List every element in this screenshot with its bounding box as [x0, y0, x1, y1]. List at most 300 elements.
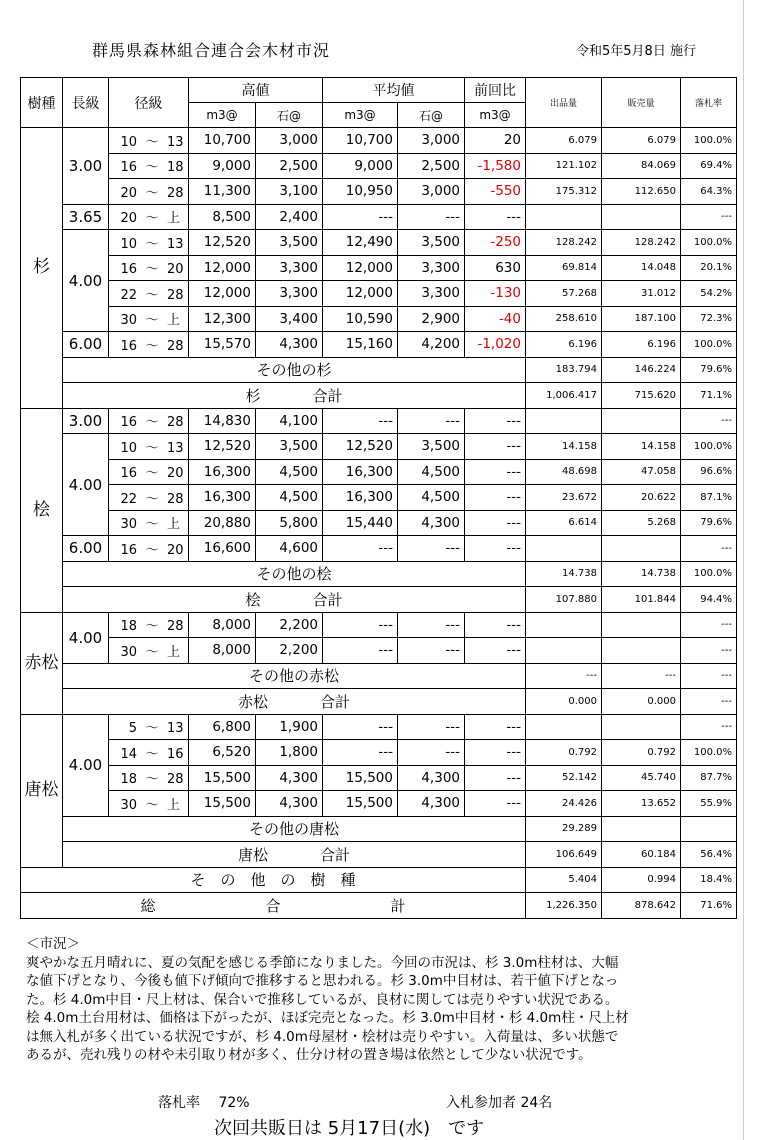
- avg-koku-cell: 4,500: [398, 485, 465, 511]
- avg-m3-cell: ---: [323, 638, 398, 664]
- other-label: その他の桧: [63, 561, 526, 587]
- output-cell: 175.312: [526, 179, 602, 205]
- prev-diff-cell: ---: [465, 536, 526, 562]
- prev-diff-cell: ---: [465, 612, 526, 638]
- diameter-cell: [109, 306, 189, 332]
- rate-cell: 96.6%: [681, 459, 737, 485]
- diameter-to: 20: [167, 542, 184, 558]
- prev-diff-cell: ---: [465, 434, 526, 460]
- sales-cell: 878.642: [602, 893, 681, 919]
- output-cell: 1,226.350: [526, 893, 602, 919]
- table-row: [21, 332, 737, 358]
- diameter-tilde: ～: [145, 338, 159, 354]
- issue-date: 令和5年5月8日 施行: [576, 44, 696, 59]
- other-row: [21, 816, 737, 842]
- sales-cell: 47.058: [602, 459, 681, 485]
- diameter-cell: [109, 153, 189, 179]
- length-cell: 4.00: [63, 612, 109, 663]
- output-cell: 121.102: [526, 153, 602, 179]
- table-row: [21, 306, 737, 332]
- high-koku-cell: 4,600: [256, 536, 323, 562]
- length-cell: 4.00: [63, 714, 109, 816]
- bid-rate: 落札率 72%: [158, 1095, 250, 1111]
- rate-cell: ---: [681, 536, 737, 562]
- sales-cell: 84.069: [602, 153, 681, 179]
- high-koku-cell: 2,200: [256, 638, 323, 664]
- high-m3-cell: 12,520: [189, 230, 256, 256]
- subtotal-word: 合計: [312, 386, 343, 405]
- output-cell: 57.268: [526, 281, 602, 307]
- diameter-cell: [109, 765, 189, 791]
- rate-cell: 18.4%: [681, 867, 737, 893]
- commentary-line: 桧 4.0m土台用材は、価格は下がったが、ほぼ完売となった。杉 3.0m中目材・杉 4.0m柱・尺上材: [26, 1010, 629, 1026]
- grand-total-word: 総: [140, 896, 156, 915]
- rate-cell: ---: [681, 663, 737, 689]
- diameter-from: 30: [120, 797, 137, 813]
- rate-cell: 55.9%: [681, 791, 737, 817]
- prev-diff-cell: ---: [465, 459, 526, 485]
- avg-koku-cell: ---: [398, 204, 465, 230]
- sales-cell: 5.268: [602, 510, 681, 536]
- sales-cell: 31.012: [602, 281, 681, 307]
- rate-cell: 94.4%: [681, 587, 737, 613]
- avg-m3-cell: 10,700: [323, 128, 398, 154]
- rate-cell: ---: [681, 612, 737, 638]
- market-commentary: [26, 935, 746, 1065]
- grand-total-word: 合: [265, 896, 281, 915]
- page-title: 群馬県森林組合連合会木材市況: [92, 41, 331, 60]
- output-cell: 69.814: [526, 255, 602, 281]
- output-cell: 29.289: [526, 816, 602, 842]
- diameter-cell: [109, 332, 189, 358]
- output-cell: 128.242: [526, 230, 602, 256]
- high-m3-cell: 6,520: [189, 740, 256, 766]
- table-row: [21, 612, 737, 638]
- species-cell: 桧: [21, 408, 63, 612]
- output-cell: [526, 408, 602, 434]
- prev-diff-cell: 20: [465, 128, 526, 154]
- high-koku-cell: 4,100: [256, 408, 323, 434]
- length-cell: 6.00: [63, 332, 109, 358]
- high-m3-cell: 16,600: [189, 536, 256, 562]
- sales-cell: 20.622: [602, 485, 681, 511]
- diameter-tilde: ～: [145, 746, 159, 762]
- avg-m3-cell: 15,160: [323, 332, 398, 358]
- table-row: [21, 408, 737, 434]
- table-row: [21, 714, 737, 740]
- avg-koku-cell: 3,000: [398, 179, 465, 205]
- avg-m3-cell: 15,500: [323, 765, 398, 791]
- participants: 入札参加者 24名: [446, 1095, 553, 1111]
- diameter-cell: [109, 230, 189, 256]
- table-row: [21, 204, 737, 230]
- other-species-row: [21, 867, 737, 893]
- table-row: [21, 765, 737, 791]
- other-label: その他の杉: [63, 357, 526, 383]
- diameter-tilde: ～: [145, 466, 159, 482]
- diameter-cell: [109, 638, 189, 664]
- diameter-from: 16: [120, 160, 137, 176]
- diameter-to: 28: [167, 415, 184, 431]
- length-cell: 3.65: [63, 204, 109, 230]
- avg-koku-cell: 4,300: [398, 791, 465, 817]
- table-row: [21, 128, 737, 154]
- diameter-tilde: ～: [145, 491, 159, 507]
- table-row: [21, 638, 737, 664]
- sales-cell: 0.000: [602, 689, 681, 715]
- subtotal-label: [63, 689, 526, 715]
- avg-koku-cell: 3,300: [398, 281, 465, 307]
- avg-koku-cell: 2,500: [398, 153, 465, 179]
- high-m3-cell: 12,000: [189, 281, 256, 307]
- diameter-cell: [109, 485, 189, 511]
- prev-diff-cell: -130: [465, 281, 526, 307]
- diameter-to: 28: [167, 338, 184, 354]
- diameter-to: 上: [167, 211, 181, 227]
- unit-high-koku: 石@: [256, 103, 323, 128]
- avg-m3-cell: 12,520: [323, 434, 398, 460]
- diameter-tilde: ～: [145, 440, 159, 456]
- diameter-to: 20: [167, 466, 184, 482]
- species-cell: 赤松: [21, 612, 63, 714]
- diameter-tilde: ～: [145, 262, 159, 278]
- rate-cell: 100.0%: [681, 332, 737, 358]
- diameter-cell: [109, 510, 189, 536]
- length-cell: 3.00: [63, 128, 109, 205]
- diameter-cell: [109, 536, 189, 562]
- output-cell: 6.079: [526, 128, 602, 154]
- rate-cell: 69.4%: [681, 153, 737, 179]
- col-average: 平均値: [323, 78, 465, 103]
- length-cell: 6.00: [63, 536, 109, 562]
- avg-m3-cell: ---: [323, 408, 398, 434]
- diameter-from: 14: [120, 746, 137, 762]
- diameter-from: 30: [120, 313, 137, 329]
- diameter-tilde: ～: [145, 287, 159, 303]
- diameter-cell: [109, 791, 189, 817]
- diameter-tilde: ～: [145, 797, 159, 813]
- diameter-from: 18: [120, 772, 137, 788]
- diameter-to: 16: [167, 746, 184, 762]
- high-koku-cell: 5,800: [256, 510, 323, 536]
- commentary-heading: ＜市況＞: [26, 936, 80, 952]
- avg-koku-cell: ---: [398, 536, 465, 562]
- diameter-tilde: ～: [145, 160, 159, 176]
- table-row: [21, 281, 737, 307]
- commentary-line: た。杉 4.0m中目・尺上材は、保合いで推移しているが、良材に関しては売りやすい状況である。: [26, 991, 619, 1008]
- sales-cell: 14.048: [602, 255, 681, 281]
- diameter-from: 16: [120, 542, 137, 558]
- output-cell: 24.426: [526, 791, 602, 817]
- length-cell: 3.00: [63, 408, 109, 434]
- col-output: 出品量: [526, 78, 602, 128]
- avg-m3-cell: ---: [323, 740, 398, 766]
- high-m3-cell: 8,500: [189, 204, 256, 230]
- length-cell: 4.00: [63, 230, 109, 332]
- rate-cell: 100.0%: [681, 561, 737, 587]
- output-cell: 5.404: [526, 867, 602, 893]
- avg-m3-cell: ---: [323, 536, 398, 562]
- diameter-from: 10: [120, 236, 137, 252]
- high-koku-cell: 2,400: [256, 204, 323, 230]
- other-row: [21, 561, 737, 587]
- other-row: [21, 357, 737, 383]
- diameter-cell: [109, 434, 189, 460]
- high-koku-cell: 1,800: [256, 740, 323, 766]
- avg-m3-cell: 12,000: [323, 255, 398, 281]
- sales-cell: [602, 204, 681, 230]
- diameter-to: 20: [167, 262, 184, 278]
- diameter-from: 5: [128, 721, 137, 737]
- species-cell: 唐松: [21, 714, 63, 867]
- col-diameter: 径級: [109, 78, 189, 128]
- diameter-to: 上: [167, 644, 181, 660]
- commentary-line: 爽やかな五月晴れに、夏の気配を感じる季節になりました。今回の市況は、杉 3.0m柱材は、大幅: [26, 954, 619, 971]
- avg-koku-cell: 3,500: [398, 434, 465, 460]
- output-cell: 23.672: [526, 485, 602, 511]
- species-cell: 杉: [21, 128, 63, 409]
- table-row: [21, 153, 737, 179]
- diameter-tilde: ～: [145, 644, 159, 660]
- commentary-line: あるが、売れ残りの材や未引取り材が多く、仕分け材の置き場は依然として少ない状況です。: [26, 1047, 592, 1063]
- output-cell: [526, 714, 602, 740]
- table-row: [21, 536, 737, 562]
- avg-koku-cell: 3,500: [398, 230, 465, 256]
- diameter-to: 28: [167, 619, 184, 635]
- diameter-from: 30: [120, 644, 137, 660]
- prev-diff-cell: ---: [465, 740, 526, 766]
- output-cell: 107.880: [526, 587, 602, 613]
- output-cell: [526, 612, 602, 638]
- prev-diff-cell: -550: [465, 179, 526, 205]
- high-m3-cell: 15,570: [189, 332, 256, 358]
- sales-cell: 13.652: [602, 791, 681, 817]
- rate-cell: 100.0%: [681, 434, 737, 460]
- diameter-from: 16: [120, 338, 137, 354]
- avg-koku-cell: ---: [398, 408, 465, 434]
- rate-cell: [681, 816, 737, 842]
- diameter-to: 13: [167, 721, 184, 737]
- table-row: [21, 179, 737, 205]
- prev-diff-cell: 630: [465, 255, 526, 281]
- diameter-to: 上: [167, 797, 181, 813]
- avg-koku-cell: ---: [398, 714, 465, 740]
- sales-cell: 45.740: [602, 765, 681, 791]
- diameter-from: 16: [120, 466, 137, 482]
- output-cell: 258.610: [526, 306, 602, 332]
- col-length: 長級: [63, 78, 109, 128]
- diameter-tilde: ～: [145, 721, 159, 737]
- sales-cell: 715.620: [602, 383, 681, 409]
- rate-cell: 54.2%: [681, 281, 737, 307]
- avg-koku-cell: 3,300: [398, 255, 465, 281]
- subtotal-word: 合計: [320, 845, 351, 864]
- table-row: [21, 485, 737, 511]
- output-cell: 106.649: [526, 842, 602, 868]
- sales-cell: 187.100: [602, 306, 681, 332]
- diameter-to: 13: [167, 440, 184, 456]
- avg-m3-cell: ---: [323, 714, 398, 740]
- high-koku-cell: 3,400: [256, 306, 323, 332]
- table-row: [21, 255, 737, 281]
- prev-diff-cell: ---: [465, 510, 526, 536]
- avg-koku-cell: 4,300: [398, 510, 465, 536]
- high-m3-cell: 14,830: [189, 408, 256, 434]
- diameter-from: 20: [120, 211, 137, 227]
- output-cell: 1,006.417: [526, 383, 602, 409]
- sales-cell: 14.158: [602, 434, 681, 460]
- diameter-from: 20: [120, 185, 137, 201]
- diameter-tilde: ～: [145, 185, 159, 201]
- avg-koku-cell: ---: [398, 612, 465, 638]
- subtotal-row: [21, 842, 737, 868]
- table-row: [21, 230, 737, 256]
- prev-diff-cell: ---: [465, 204, 526, 230]
- sales-cell: [602, 612, 681, 638]
- high-koku-cell: 4,500: [256, 459, 323, 485]
- diameter-cell: [109, 612, 189, 638]
- output-cell: ---: [526, 663, 602, 689]
- output-cell: 14.738: [526, 561, 602, 587]
- prev-diff-cell: ---: [465, 485, 526, 511]
- high-m3-cell: 9,000: [189, 153, 256, 179]
- diameter-tilde: ～: [145, 619, 159, 635]
- diameter-cell: [109, 179, 189, 205]
- output-cell: [526, 536, 602, 562]
- rate-cell: 100.0%: [681, 230, 737, 256]
- grand-total-word: 計: [390, 896, 406, 915]
- sales-cell: 6.079: [602, 128, 681, 154]
- commentary-line: な値下げとなり、今後も値下げ傾向で推移すると思われる。杉 3.0m中目材は、若干値下げとなっ: [26, 973, 619, 989]
- output-cell: 0.792: [526, 740, 602, 766]
- high-koku-cell: 3,100: [256, 179, 323, 205]
- subtotal-label: [63, 383, 526, 409]
- subtotal-word: 合計: [320, 692, 351, 711]
- table-row: [21, 459, 737, 485]
- table-row: [21, 510, 737, 536]
- diameter-tilde: ～: [145, 134, 159, 150]
- rate-cell: 100.0%: [681, 128, 737, 154]
- high-koku-cell: 3,000: [256, 128, 323, 154]
- diameter-cell: [109, 281, 189, 307]
- high-m3-cell: 12,300: [189, 306, 256, 332]
- rate-cell: ---: [681, 204, 737, 230]
- subtotal-row: [21, 383, 737, 409]
- subtotal-label: [63, 842, 526, 868]
- sales-cell: 14.738: [602, 561, 681, 587]
- output-cell: 0.000: [526, 689, 602, 715]
- sales-cell: 6.196: [602, 332, 681, 358]
- diameter-tilde: ～: [145, 542, 159, 558]
- diameter-from: 16: [120, 415, 137, 431]
- avg-koku-cell: 2,900: [398, 306, 465, 332]
- col-species: 樹種: [21, 78, 63, 128]
- subtotal-row: [21, 587, 737, 613]
- unit-high-m3: m3@: [189, 103, 256, 128]
- diameter-to: 上: [167, 517, 181, 533]
- prev-diff-cell: ---: [465, 765, 526, 791]
- table-row: [21, 740, 737, 766]
- high-m3-cell: 8,000: [189, 638, 256, 664]
- prev-diff-cell: -1,580: [465, 153, 526, 179]
- high-m3-cell: 6,800: [189, 714, 256, 740]
- high-koku-cell: 4,300: [256, 332, 323, 358]
- diameter-cell: [109, 459, 189, 485]
- high-m3-cell: 11,300: [189, 179, 256, 205]
- diameter-from: 30: [120, 517, 137, 533]
- high-m3-cell: 15,500: [189, 765, 256, 791]
- subtotal-species: 唐松: [237, 845, 268, 864]
- output-cell: 14.158: [526, 434, 602, 460]
- prev-diff-cell: ---: [465, 638, 526, 664]
- high-m3-cell: 15,500: [189, 791, 256, 817]
- diameter-from: 22: [120, 287, 137, 303]
- diameter-to: 28: [167, 185, 184, 201]
- market-price-table: [20, 77, 737, 919]
- prev-diff-cell: ---: [465, 408, 526, 434]
- next-sale-date: 次回共販日は 5月17日(水) です: [214, 1118, 485, 1139]
- diameter-cell: [109, 204, 189, 230]
- sales-cell: [602, 536, 681, 562]
- diameter-from: 22: [120, 491, 137, 507]
- subtotal-label: [63, 587, 526, 613]
- prev-diff-cell: -1,020: [465, 332, 526, 358]
- diameter-cell: [109, 714, 189, 740]
- output-cell: [526, 204, 602, 230]
- high-koku-cell: 3,300: [256, 255, 323, 281]
- rate-cell: 87.7%: [681, 765, 737, 791]
- avg-koku-cell: 4,300: [398, 765, 465, 791]
- high-m3-cell: 20,880: [189, 510, 256, 536]
- high-m3-cell: 12,520: [189, 434, 256, 460]
- rate-cell: ---: [681, 408, 737, 434]
- subtotal-species: 杉: [245, 386, 261, 405]
- commentary-line: は無入札が多く出ている状況ですが、杉 4.0m母屋材・桧材は売りやすい。入荷量は、多い状態で: [26, 1028, 619, 1045]
- diameter-to: 28: [167, 287, 184, 303]
- subtotal-word: 合計: [312, 590, 343, 609]
- high-koku-cell: 4,500: [256, 485, 323, 511]
- sales-cell: 0.792: [602, 740, 681, 766]
- avg-koku-cell: 4,500: [398, 459, 465, 485]
- diameter-to: 上: [167, 313, 181, 329]
- diameter-to: 13: [167, 134, 184, 150]
- diameter-tilde: ～: [145, 517, 159, 533]
- diameter-from: 18: [120, 619, 137, 635]
- table-row: [21, 791, 737, 817]
- col-sales: 販売量: [602, 78, 681, 128]
- diameter-cell: [109, 255, 189, 281]
- high-koku-cell: 3,500: [256, 230, 323, 256]
- high-koku-cell: 4,300: [256, 791, 323, 817]
- diameter-to: 18: [167, 160, 184, 176]
- avg-m3-cell: 15,440: [323, 510, 398, 536]
- high-koku-cell: 2,500: [256, 153, 323, 179]
- sales-cell: [602, 816, 681, 842]
- unit-avg-koku: 石@: [398, 103, 465, 128]
- diameter-to: 28: [167, 491, 184, 507]
- output-cell: [526, 638, 602, 664]
- grand-total-row: [21, 893, 737, 919]
- output-cell: 6.196: [526, 332, 602, 358]
- other-species-label: そ の 他 の 樹 種: [21, 867, 526, 893]
- rate-cell: 64.3%: [681, 179, 737, 205]
- avg-koku-cell: 4,200: [398, 332, 465, 358]
- rate-cell: 79.6%: [681, 357, 737, 383]
- avg-m3-cell: ---: [323, 204, 398, 230]
- avg-m3-cell: 15,500: [323, 791, 398, 817]
- subtotal-row: [21, 689, 737, 715]
- avg-koku-cell: ---: [398, 638, 465, 664]
